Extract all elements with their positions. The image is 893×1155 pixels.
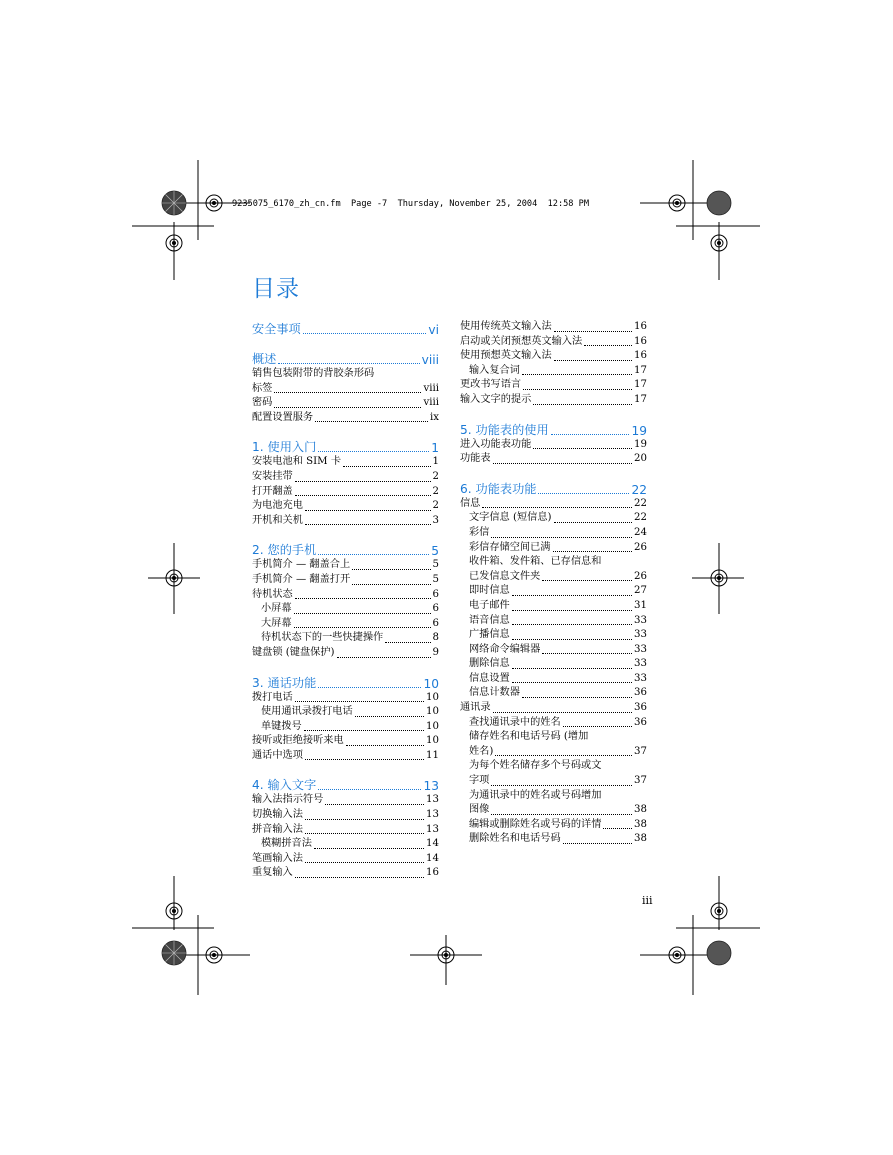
toc-entry-line <box>252 367 439 382</box>
toc-entry[interactable] <box>252 455 439 470</box>
toc-entry-text: 使用传统英文输入法 <box>460 321 552 332</box>
toc-entry[interactable] <box>460 643 647 658</box>
dot-leader <box>491 785 632 786</box>
toc-entry-line <box>460 730 647 745</box>
toc-entry-text: 功能表 <box>460 453 491 465</box>
section-gap <box>252 661 439 671</box>
dot-leader <box>491 814 632 815</box>
toc-entry[interactable] <box>460 526 647 541</box>
toc-page-number: viii <box>423 382 439 394</box>
toc-section-heading[interactable] <box>252 674 439 691</box>
dot-leader <box>523 389 632 390</box>
toc-entry[interactable] <box>460 349 647 364</box>
toc-entry[interactable] <box>252 558 439 573</box>
toc-entry-text: 彩信 <box>469 526 490 538</box>
toc-page-number: 38 <box>634 804 647 816</box>
toc-entry[interactable] <box>460 320 647 335</box>
toc-page-number: 17 <box>634 393 647 405</box>
dot-leader <box>295 598 431 599</box>
toc-section-heading[interactable] <box>252 350 439 367</box>
toc-page-number: 3 <box>432 514 439 526</box>
dot-leader <box>315 421 428 422</box>
toc-entry[interactable] <box>460 452 647 467</box>
dot-leader <box>305 862 424 863</box>
toc-entry[interactable] <box>460 774 647 789</box>
toc-entry-text: 使用通讯录拨打电话 <box>261 706 353 718</box>
toc-entry-text: 销售包装附带的背胶条形码 <box>252 368 375 379</box>
toc-entry[interactable] <box>252 514 439 529</box>
toc-page-number: 9 <box>432 646 439 658</box>
toc-page-number: 22 <box>631 482 647 497</box>
dot-leader <box>325 804 424 805</box>
dot-leader <box>274 407 421 408</box>
dot-leader <box>538 493 629 494</box>
toc-page-number: 10 <box>426 735 439 747</box>
section-gap <box>252 337 439 347</box>
dot-leader <box>295 877 424 878</box>
toc-page-number: 26 <box>634 541 647 553</box>
dot-leader <box>295 495 431 496</box>
toc-entry-text: 单键拨号 <box>261 720 302 732</box>
dot-leader <box>385 642 430 643</box>
toc-page-number: 33 <box>634 672 647 684</box>
toc-entry[interactable] <box>460 657 647 672</box>
toc-entry-text: 姓名) <box>469 745 494 757</box>
toc-entry-text: 编辑或删除姓名或号码的详情 <box>469 818 602 830</box>
toc-page-number: 38 <box>634 833 647 845</box>
dot-leader <box>495 755 632 756</box>
toc-page-number: 16 <box>634 321 647 332</box>
toc-entry-text: 通讯录 <box>460 702 491 714</box>
dot-leader <box>512 682 632 683</box>
toc-page-number: 8 <box>432 632 439 644</box>
section-gap <box>460 408 647 418</box>
toc-page-number: 36 <box>634 687 647 699</box>
toc-entry-text: 电子邮件 <box>469 599 510 611</box>
dot-leader <box>491 537 632 538</box>
toc-page-number: 36 <box>634 716 647 728</box>
toc-page-number: 38 <box>634 818 647 830</box>
toc-entry-text: 文字信息 (短信息) <box>469 512 552 524</box>
dot-leader <box>563 726 632 727</box>
toc-page-number: 2 <box>432 485 439 497</box>
toc-entry[interactable] <box>252 617 439 632</box>
file-header-line: 9235075_6170_zh_cn.fm Page -7 Thursday, November 25, 2004 12:58 PM <box>232 199 589 209</box>
toc-right-column <box>460 320 647 847</box>
toc-entry-text: 删除姓名和电话号码 <box>469 833 561 845</box>
toc-page-number: 2 <box>432 500 439 512</box>
toc-entry-text: 模糊拼音法 <box>261 838 312 850</box>
toc-entry[interactable] <box>252 485 439 500</box>
dot-leader <box>554 360 632 361</box>
toc-entry-text: 手机简介 — 翻盖打开 <box>252 573 351 585</box>
toc-page-number: 16 <box>426 867 439 879</box>
toc-entry-text: 大屏幕 <box>261 617 292 629</box>
toc-page-number: 13 <box>426 794 439 806</box>
dot-leader <box>512 595 632 596</box>
toc-page-number: 22 <box>634 512 647 524</box>
toc-page-number: 33 <box>634 614 647 626</box>
toc-entry-text: 进入功能表功能 <box>460 438 532 450</box>
toc-entry-text: 标签 <box>252 382 273 394</box>
toc-entry[interactable] <box>460 541 647 556</box>
toc-entry[interactable] <box>460 716 647 731</box>
toc-entry[interactable] <box>252 823 439 838</box>
dot-leader <box>482 507 632 508</box>
toc-entry[interactable] <box>460 584 647 599</box>
dot-leader <box>533 404 632 405</box>
toc-page-number: 22 <box>634 497 647 509</box>
toc-entry[interactable] <box>460 335 647 350</box>
toc-entry[interactable] <box>460 438 647 453</box>
dot-leader <box>522 374 632 375</box>
toc-entry-line <box>460 759 647 774</box>
dot-leader <box>294 627 431 628</box>
toc-entry[interactable] <box>460 701 647 716</box>
toc-page-number: 27 <box>634 585 647 597</box>
toc-section-heading[interactable] <box>252 438 439 455</box>
toc-entry[interactable] <box>252 734 439 749</box>
toc-entry-text: 切换输入法 <box>252 809 303 821</box>
dot-leader <box>305 759 424 760</box>
toc-entry-text: 1. 使用入门 <box>252 440 317 455</box>
toc-entry-text: 信息计数器 <box>469 687 520 699</box>
dot-leader <box>305 833 424 834</box>
toc-section-heading[interactable] <box>252 320 439 337</box>
toc-entry-text: 手机简介 — 翻盖合上 <box>252 559 351 571</box>
toc-entry-text: 密码 <box>252 397 273 409</box>
toc-page-number: viii <box>423 397 439 409</box>
dot-leader <box>551 434 630 435</box>
toc-entry-text: 即时信息 <box>469 585 510 597</box>
toc-entry[interactable] <box>252 411 439 426</box>
toc-entry[interactable] <box>460 393 647 408</box>
toc-page-number: 37 <box>634 745 647 757</box>
toc-page-number: 33 <box>634 643 647 655</box>
dot-leader <box>305 819 424 820</box>
toc-entry[interactable] <box>252 588 439 603</box>
toc-entry-text: 储存姓名和电话号码 (增加 <box>469 731 589 743</box>
toc-entry-text: 配置设置服务 <box>252 411 314 423</box>
toc-entry[interactable] <box>252 396 439 411</box>
toc-entry-text: 输入复合词 <box>469 364 520 376</box>
toc-page-number: 6 <box>432 603 439 615</box>
toc-entry[interactable] <box>252 793 439 808</box>
toc-entry[interactable] <box>252 720 439 735</box>
toc-entry[interactable] <box>252 808 439 823</box>
toc-entry-text: 输入法指示符号 <box>252 794 324 806</box>
dot-leader <box>318 687 421 688</box>
toc-entry-text: 拨打电话 <box>252 691 293 703</box>
toc-entry[interactable] <box>460 803 647 818</box>
dot-leader <box>337 657 431 658</box>
dot-leader <box>352 569 430 570</box>
toc-entry-text: 查找通讯录中的姓名 <box>469 716 561 728</box>
toc-page-number: 5 <box>432 559 439 571</box>
toc-page-number: 16 <box>634 335 647 347</box>
toc-entry-text: 待机状态下的一些快捷操作 <box>261 632 384 644</box>
toc-page-number: 13 <box>426 823 439 835</box>
toc-entry-text: 信息设置 <box>469 672 510 684</box>
toc-entry[interactable] <box>252 631 439 646</box>
toc-page-number: 5 <box>432 573 439 585</box>
toc-page-number: 24 <box>634 526 647 538</box>
toc-page-number: 33 <box>634 658 647 670</box>
page-number: iii <box>642 894 653 907</box>
toc-entry-text: 待机状态 <box>252 588 293 600</box>
toc-page-number: 11 <box>426 749 439 761</box>
toc-entry[interactable] <box>460 745 647 760</box>
toc-page-number: 26 <box>634 570 647 582</box>
toc-entry[interactable] <box>460 511 647 526</box>
section-gap <box>460 467 647 477</box>
toc-entry-text: 安全事项 <box>252 322 301 336</box>
toc-page-number: 19 <box>631 423 647 438</box>
toc-entry[interactable] <box>252 499 439 514</box>
toc-page-number: 37 <box>634 775 647 787</box>
dot-leader <box>533 448 632 449</box>
dot-leader <box>294 613 431 614</box>
dot-leader <box>355 716 424 717</box>
toc-page-number: 36 <box>634 702 647 714</box>
dot-leader <box>553 551 633 552</box>
toc-entry[interactable] <box>252 470 439 485</box>
dot-leader <box>542 653 632 654</box>
toc-entry-text: 5. 功能表的使用 <box>460 422 549 437</box>
toc-entry-text: 笔画输入法 <box>252 852 303 864</box>
toc-entry[interactable] <box>460 364 647 379</box>
dot-leader <box>305 510 431 511</box>
toc-entry-text: 删除信息 <box>469 658 510 670</box>
toc-entry[interactable] <box>460 378 647 393</box>
toc-entry-line <box>460 789 647 804</box>
toc-entry[interactable] <box>460 497 647 512</box>
dot-leader <box>512 668 632 669</box>
dot-leader <box>493 712 632 713</box>
toc-entry[interactable] <box>252 382 439 397</box>
toc-entry-text: 收件箱、发件箱、已存信息和 <box>469 556 602 568</box>
dot-leader <box>343 466 430 467</box>
dot-leader <box>554 331 632 332</box>
toc-entry-text: 小屏幕 <box>261 603 292 615</box>
toc-entry[interactable] <box>460 832 647 847</box>
toc-section-heading[interactable] <box>252 541 439 558</box>
toc-page-number: ix <box>429 411 439 423</box>
toc-entry-text: 彩信存储空间已满 <box>469 541 551 553</box>
toc-entry-text: 字项 <box>469 775 490 787</box>
dot-leader <box>352 584 430 585</box>
toc-entry-text: 安装挂带 <box>252 470 293 482</box>
dot-leader <box>603 828 632 829</box>
toc-entry-text: 2. 您的手机 <box>252 543 317 558</box>
toc-entry-text: 概述 <box>252 352 277 366</box>
dot-leader <box>554 522 633 523</box>
toc-entry[interactable] <box>252 646 439 661</box>
toc-page-number: 17 <box>634 379 647 391</box>
dot-leader <box>318 554 429 555</box>
dot-leader <box>512 639 632 640</box>
toc-section-heading[interactable] <box>252 776 439 793</box>
toc-page-number: vi <box>428 323 439 337</box>
toc-page-number: 14 <box>426 838 439 850</box>
dot-leader <box>314 848 424 849</box>
dot-leader <box>522 697 632 698</box>
toc-page-number: 6 <box>432 617 439 629</box>
toc-page-number: 10 <box>426 720 439 732</box>
dot-leader <box>318 451 429 452</box>
toc-entry-text: 信息 <box>460 497 481 509</box>
toc-entry-text: 为通讯录中的姓名或号码增加 <box>469 789 602 801</box>
toc-page-number: 6 <box>432 588 439 600</box>
toc-section-heading[interactable] <box>460 480 647 497</box>
section-gap <box>252 425 439 435</box>
toc-entry-text: 3. 通话功能 <box>252 675 317 690</box>
toc-page-number: 10 <box>426 691 439 703</box>
toc-entry-text: 启动或关闭预想英文输入法 <box>460 335 583 347</box>
toc-entry-text: 拼音输入法 <box>252 823 303 835</box>
toc-entry-text: 4. 输入文字 <box>252 778 317 793</box>
toc-entry[interactable] <box>460 686 647 701</box>
toc-entry[interactable] <box>252 866 439 881</box>
toc-entry[interactable] <box>460 614 647 629</box>
toc-entry-text: 打开翻盖 <box>252 485 293 497</box>
toc-entry-text: 语音信息 <box>469 614 510 626</box>
toc-entry-text: 键盘锁 (键盘保护) <box>252 646 335 658</box>
toc-page-number: 10 <box>426 706 439 718</box>
toc-entry[interactable] <box>460 628 647 643</box>
toc-section-heading[interactable] <box>460 421 647 438</box>
toc-entry-text: 开机和关机 <box>252 514 303 526</box>
toc-entry[interactable] <box>460 599 647 614</box>
dot-leader <box>512 624 632 625</box>
section-gap <box>252 528 439 538</box>
toc-entry-line <box>460 555 647 570</box>
dot-leader <box>278 363 419 364</box>
toc-page-number: 20 <box>634 453 647 465</box>
toc-page-number: 10 <box>423 676 439 691</box>
toc-page-number: 1 <box>432 456 439 468</box>
toc-entry[interactable] <box>252 602 439 617</box>
toc-entry[interactable] <box>252 705 439 720</box>
section-gap <box>252 763 439 773</box>
toc-left-column <box>252 320 439 881</box>
toc-entry-text: 已发信息文件夹 <box>469 570 541 582</box>
dot-leader <box>274 392 421 393</box>
toc-page-number: 1 <box>431 441 439 456</box>
toc-entry-text: 广播信息 <box>469 629 510 641</box>
dot-leader <box>542 580 632 581</box>
toc-entry-text: 6. 功能表功能 <box>460 481 537 496</box>
toc-page-number: 17 <box>634 364 647 376</box>
page-title: 目录 <box>252 276 300 302</box>
dot-leader <box>512 610 632 611</box>
dot-leader <box>563 843 632 844</box>
dot-leader <box>304 730 424 731</box>
toc-entry[interactable] <box>252 852 439 867</box>
dot-leader <box>318 789 421 790</box>
toc-page-number: 13 <box>423 779 439 794</box>
toc-entry-text: 为电池充电 <box>252 500 303 512</box>
toc-entry[interactable] <box>252 573 439 588</box>
dot-leader <box>493 463 632 464</box>
toc-entry-text: 接听或拒绝接听来电 <box>252 735 344 747</box>
toc-page-number: 31 <box>634 599 647 611</box>
toc-page-number: 33 <box>634 629 647 641</box>
toc-entry-text: 安装电池和 SIM 卡 <box>252 456 342 468</box>
toc-entry[interactable] <box>460 570 647 585</box>
toc-page-number: 14 <box>426 852 439 864</box>
toc-entry-text: 重复输入 <box>252 867 293 879</box>
toc-page-number: 2 <box>432 470 439 482</box>
toc-entry[interactable] <box>252 691 439 706</box>
toc-page-number: 5 <box>431 544 439 559</box>
dot-leader <box>305 524 431 525</box>
toc-entry[interactable] <box>460 672 647 687</box>
toc-entry-text: 网络命令编辑器 <box>469 643 541 655</box>
dot-leader <box>346 745 424 746</box>
toc-entry-text: 更改书写语言 <box>460 379 522 391</box>
toc-entry-text: 图像 <box>469 804 490 816</box>
toc-page-number: 19 <box>634 438 647 450</box>
toc-entry[interactable] <box>252 837 439 852</box>
dot-leader <box>303 333 427 334</box>
toc-page-number: 16 <box>634 350 647 362</box>
toc-entry-text: 通话中选项 <box>252 749 303 761</box>
dot-leader <box>295 481 431 482</box>
toc-page-number: 13 <box>426 809 439 821</box>
toc-entry[interactable] <box>252 749 439 764</box>
toc-page-number: viii <box>421 353 439 367</box>
toc-entry-text: 输入文字的提示 <box>460 393 532 405</box>
toc-entry-text: 为每个姓名储存多个号码或文 <box>469 760 602 772</box>
toc-entry[interactable] <box>460 818 647 833</box>
toc-entry-text: 使用预想英文输入法 <box>460 350 552 362</box>
dot-leader <box>295 701 424 702</box>
dot-leader <box>584 345 632 346</box>
